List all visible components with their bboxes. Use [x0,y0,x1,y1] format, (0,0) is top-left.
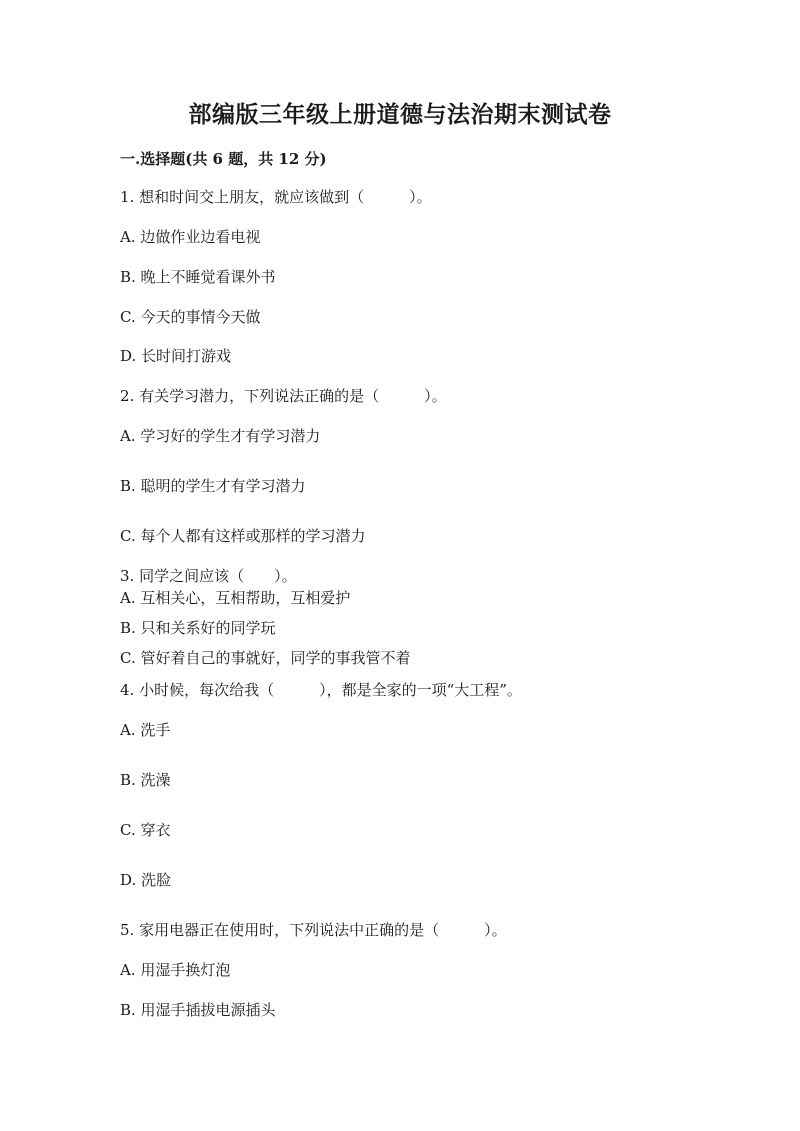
question-3-option-c: C. 管好着自己的事就好，同学的事我管不着 [120,649,411,667]
question-1-stem: 1. 想和时间交上朋友，就应该做到（ ）。 [120,188,432,206]
question-5-stem: 5. 家用电器正在使用时，下列说法中正确的是（ ）。 [120,921,507,939]
question-4-option-c: C. 穿衣 [120,821,171,839]
page-title: 部编版三年级上册道德与法治期末测试卷 [188,101,612,128]
question-2-option-c: C. 每个人都有这样或那样的学习潜力 [120,527,366,545]
question-1-option-a: A. 边做作业边看电视 [120,228,261,246]
section-heading: 一.选择题(共 6 题，共 12 分) [120,150,327,168]
question-3-option-b: B. 只和关系好的同学玩 [120,619,276,637]
question-1-option-c: C. 今天的事情今天做 [120,308,261,326]
question-4-option-b: B. 洗澡 [120,771,171,789]
question-4-stem: 4. 小时候，每次给我（ ），都是全家的一项“大工程”。 [120,681,522,699]
question-4-option-d: D. 洗脸 [120,871,172,889]
question-3-stem: 3. 同学之间应该（ ）。 [120,567,297,585]
question-2-option-b: B. 聪明的学生才有学习潜力 [120,477,306,495]
question-2-option-a: A. 学习好的学生才有学习潜力 [120,427,321,445]
question-5-option-a: A. 用湿手换灯泡 [120,961,231,979]
question-5-option-b: B. 用湿手插拔电源插头 [120,1001,276,1019]
question-1-option-d: D. 长时间打游戏 [120,347,232,365]
question-1-option-b: B. 晚上不睡觉看课外书 [120,268,276,286]
question-3-option-a: A. 互相关心，互相帮助，互相爱护 [120,589,351,607]
question-4-option-a: A. 洗手 [120,721,171,739]
question-2-stem: 2. 有关学习潜力，下列说法正确的是（ ）。 [120,387,447,405]
